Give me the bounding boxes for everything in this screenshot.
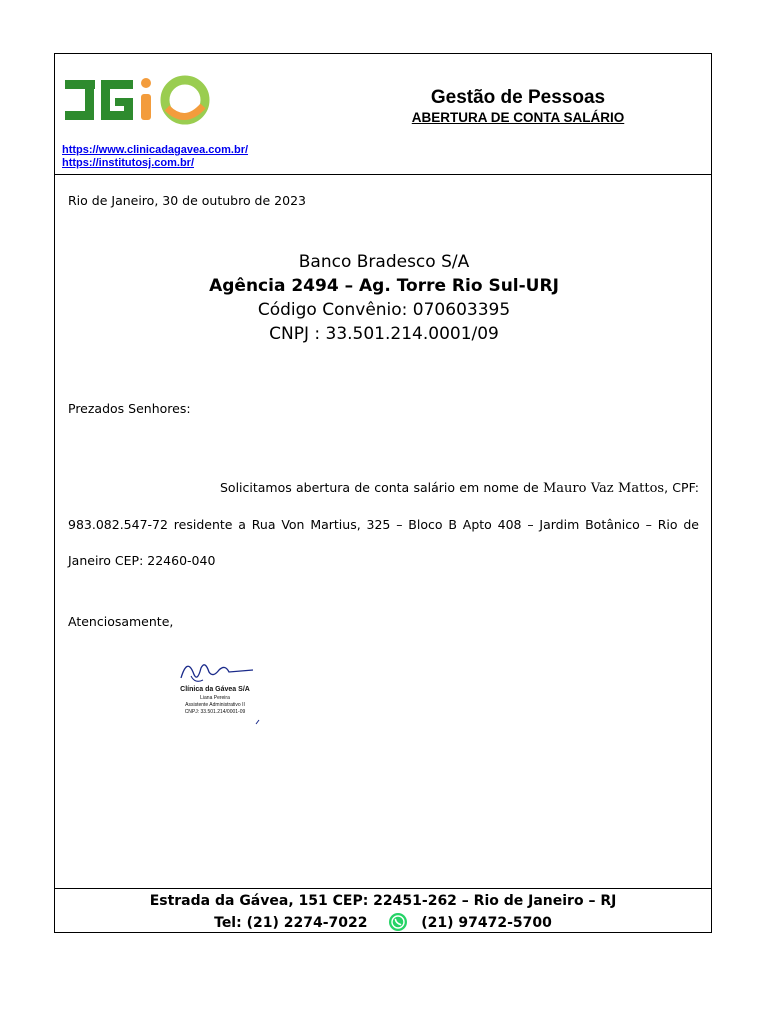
- page-subtitle: ABERTURA DE CONTA SALÁRIO: [411, 110, 625, 125]
- footer-address: Estrada da Gávea, 151 CEP: 22451-262 – Rio de Janeiro – RJ: [149, 893, 617, 909]
- body-details: , CPF: 983.082.547-72 residente a Rua Von Martius, 325 – Bloco B Apto 408 – Jardim Botânico – Rio de Janeiro CEP: 22460-040: [68, 480, 700, 568]
- whatsapp-icon: [388, 912, 408, 932]
- letterhead: [55, 54, 711, 175]
- footer-contacts: [55, 912, 711, 932]
- company-logo: [63, 72, 211, 128]
- footer-whatsapp: (21) 97472-5700: [421, 915, 552, 931]
- link-clinica-gavea[interactable]: https://www.clinicadagavea.com.br/: [62, 144, 249, 156]
- stamp-company: Clínica da Gávea S/A: [180, 686, 250, 693]
- page-title: Gestão de Pessoas: [430, 87, 606, 108]
- employee-name: Mauro Vaz Mattos: [542, 481, 665, 496]
- link-instituto-sj[interactable]: https://institutosj.com.br/: [62, 157, 194, 169]
- stamp-role: Assistente Administrativo II: [185, 702, 245, 708]
- stamp-cnpj: CNPJ: 33.501.214/0001-09: [184, 709, 246, 715]
- request-paragraph: [68, 470, 699, 579]
- letter-page: [54, 53, 712, 933]
- greeting: Prezados Senhores:: [68, 401, 191, 416]
- bank-agency: Agência 2494 – Ag. Torre Rio Sul-URJ: [209, 276, 559, 296]
- bank-address-block: [55, 250, 713, 346]
- footer-phone: Tel: (21) 2274-7022: [214, 915, 368, 931]
- bank-cnpj: CNPJ : 33.501.214.0001/09: [269, 324, 499, 344]
- footer: [55, 888, 711, 933]
- stamp-signer: Liana Pereira: [200, 695, 230, 701]
- letter-date: Rio de Janeiro, 30 de outubro de 2023: [68, 193, 306, 208]
- closing: Atenciosamente,: [68, 614, 174, 629]
- website-links: [62, 144, 248, 170]
- agreement-code: Código Convênio: 070603395: [257, 300, 511, 320]
- body-intro: Solicitamos abertura de conta salário em nome de: [220, 480, 543, 495]
- signature-stamp: [173, 654, 273, 726]
- bank-name: Banco Bradesco S/A: [298, 252, 470, 272]
